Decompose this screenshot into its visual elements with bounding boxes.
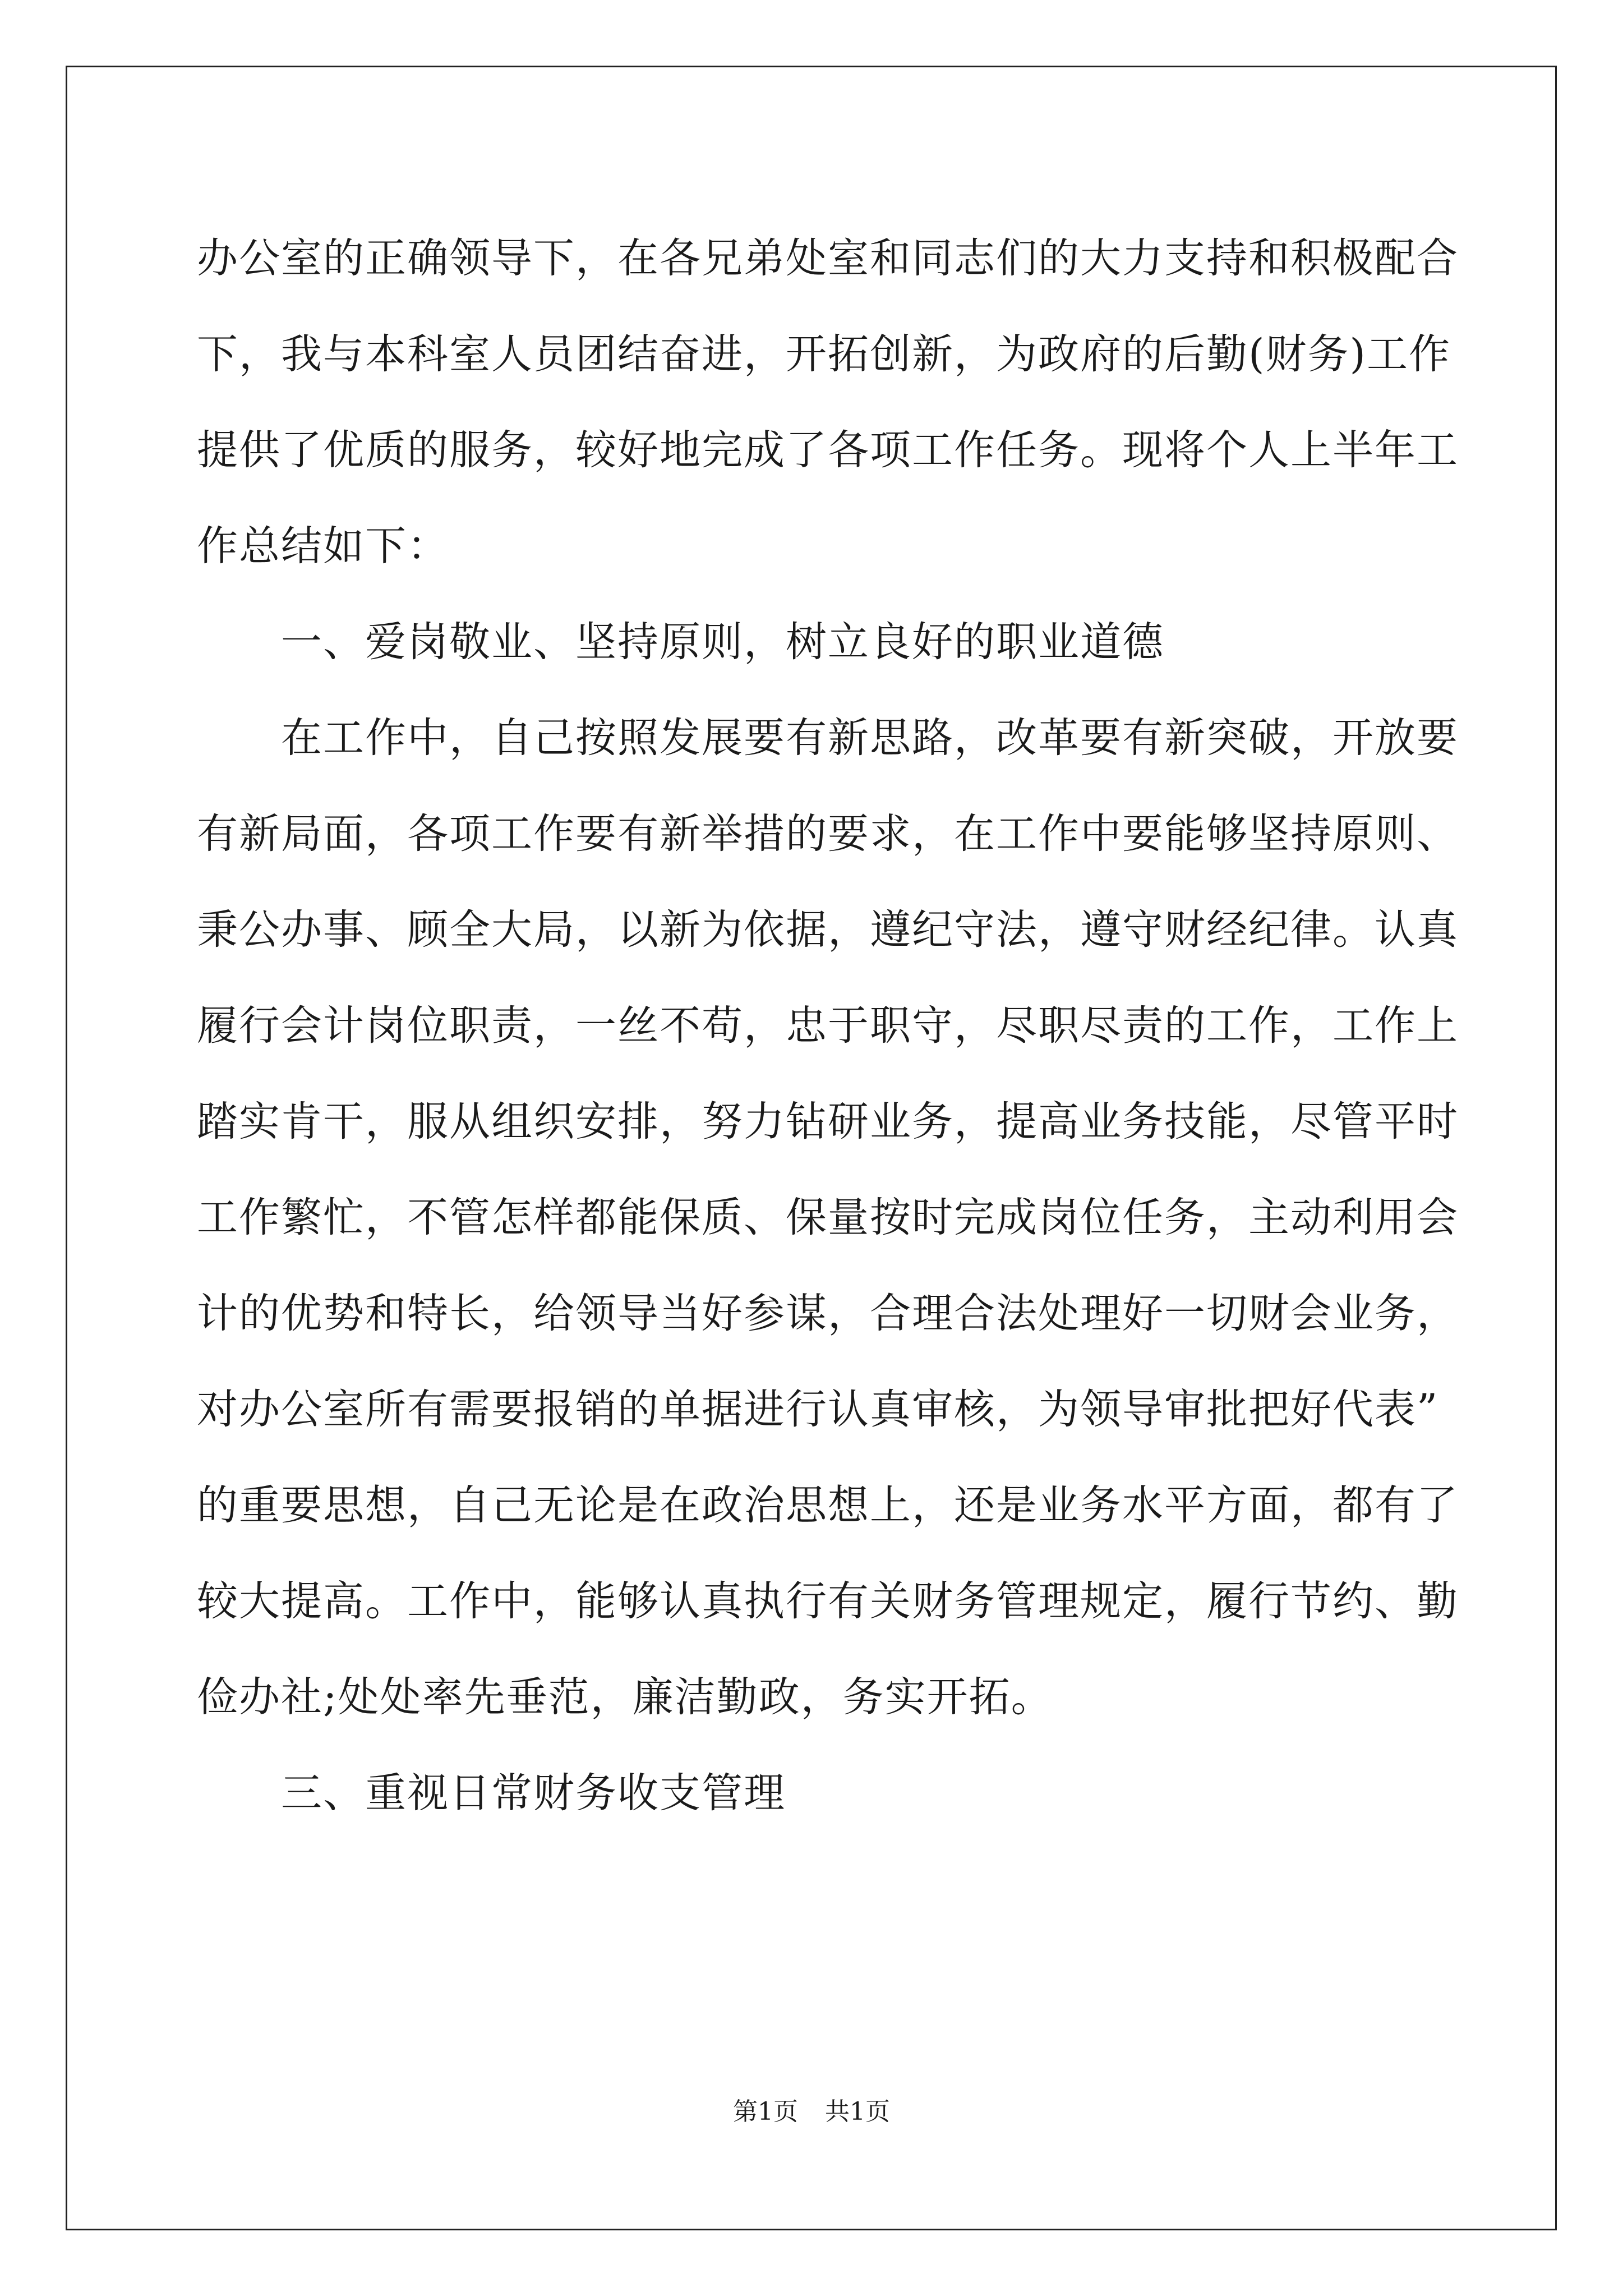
document-body — [197, 210, 1459, 1841]
text-line: 作总结如下： — [197, 522, 449, 570]
text-line: 的重要思想，自己无论是在政治思想上，还是业务水平方面，都有了 — [197, 1481, 1459, 1529]
section-heading: 一、爱岗敬业、坚持原则，树立良好的职业道德 — [197, 618, 1164, 666]
text-line: 踏实肯干，服从组织安排，努力钻研业务，提高业务技能，尽管平时 — [197, 1098, 1459, 1145]
text-line: 在工作中，自己按照发展要有新思路，改革要有新突破，开放要 — [197, 714, 1459, 762]
text-line: 有新局面，各项工作要有新举措的要求，在工作中要能够坚持原则、 — [197, 810, 1459, 858]
text-line: 下，我与本科室人员团结奋进，开拓创新，为政府的后勤(财务)工作 — [197, 330, 1451, 378]
text-line: 工作繁忙，不管怎样都能保质、保量按时完成岗位任务，主动利用会 — [197, 1194, 1459, 1241]
text-line: 履行会计岗位职责，一丝不苟，忠于职守，尽职尽责的工作，工作上 — [197, 1002, 1459, 1050]
text-line: 提供了优质的服务，较好地完成了各项工作任务。现将个人上半年工 — [197, 426, 1459, 474]
page-footer — [0, 2095, 1623, 2129]
text-line: 较大提高。工作中，能够认真执行有关财务管理规定，履行节约、勤 — [197, 1577, 1459, 1625]
page-number: 第1页 — [733, 2097, 798, 2126]
text-line: 对办公室所有需要报销的单据进行认真审核，为领导审批把好代表” — [197, 1386, 1439, 1433]
page-total: 共1页 — [825, 2097, 890, 2126]
text-line: 计的优势和特长，给领导当好参谋，合理合法处理好一切财会业务， — [197, 1290, 1459, 1337]
text-line: 办公室的正确领导下，在各兄弟处室和同志们的大力支持和积极配合 — [197, 234, 1459, 282]
section-heading: 三、重视日常财务收支管理 — [197, 1769, 786, 1817]
text-line: 秉公办事、顾全大局，以新为依据，遵纪守法，遵守财经纪律。认真 — [197, 906, 1459, 954]
text-line: 俭办社;处处率先垂范，廉洁勤政，务实开拓。 — [197, 1673, 1053, 1721]
